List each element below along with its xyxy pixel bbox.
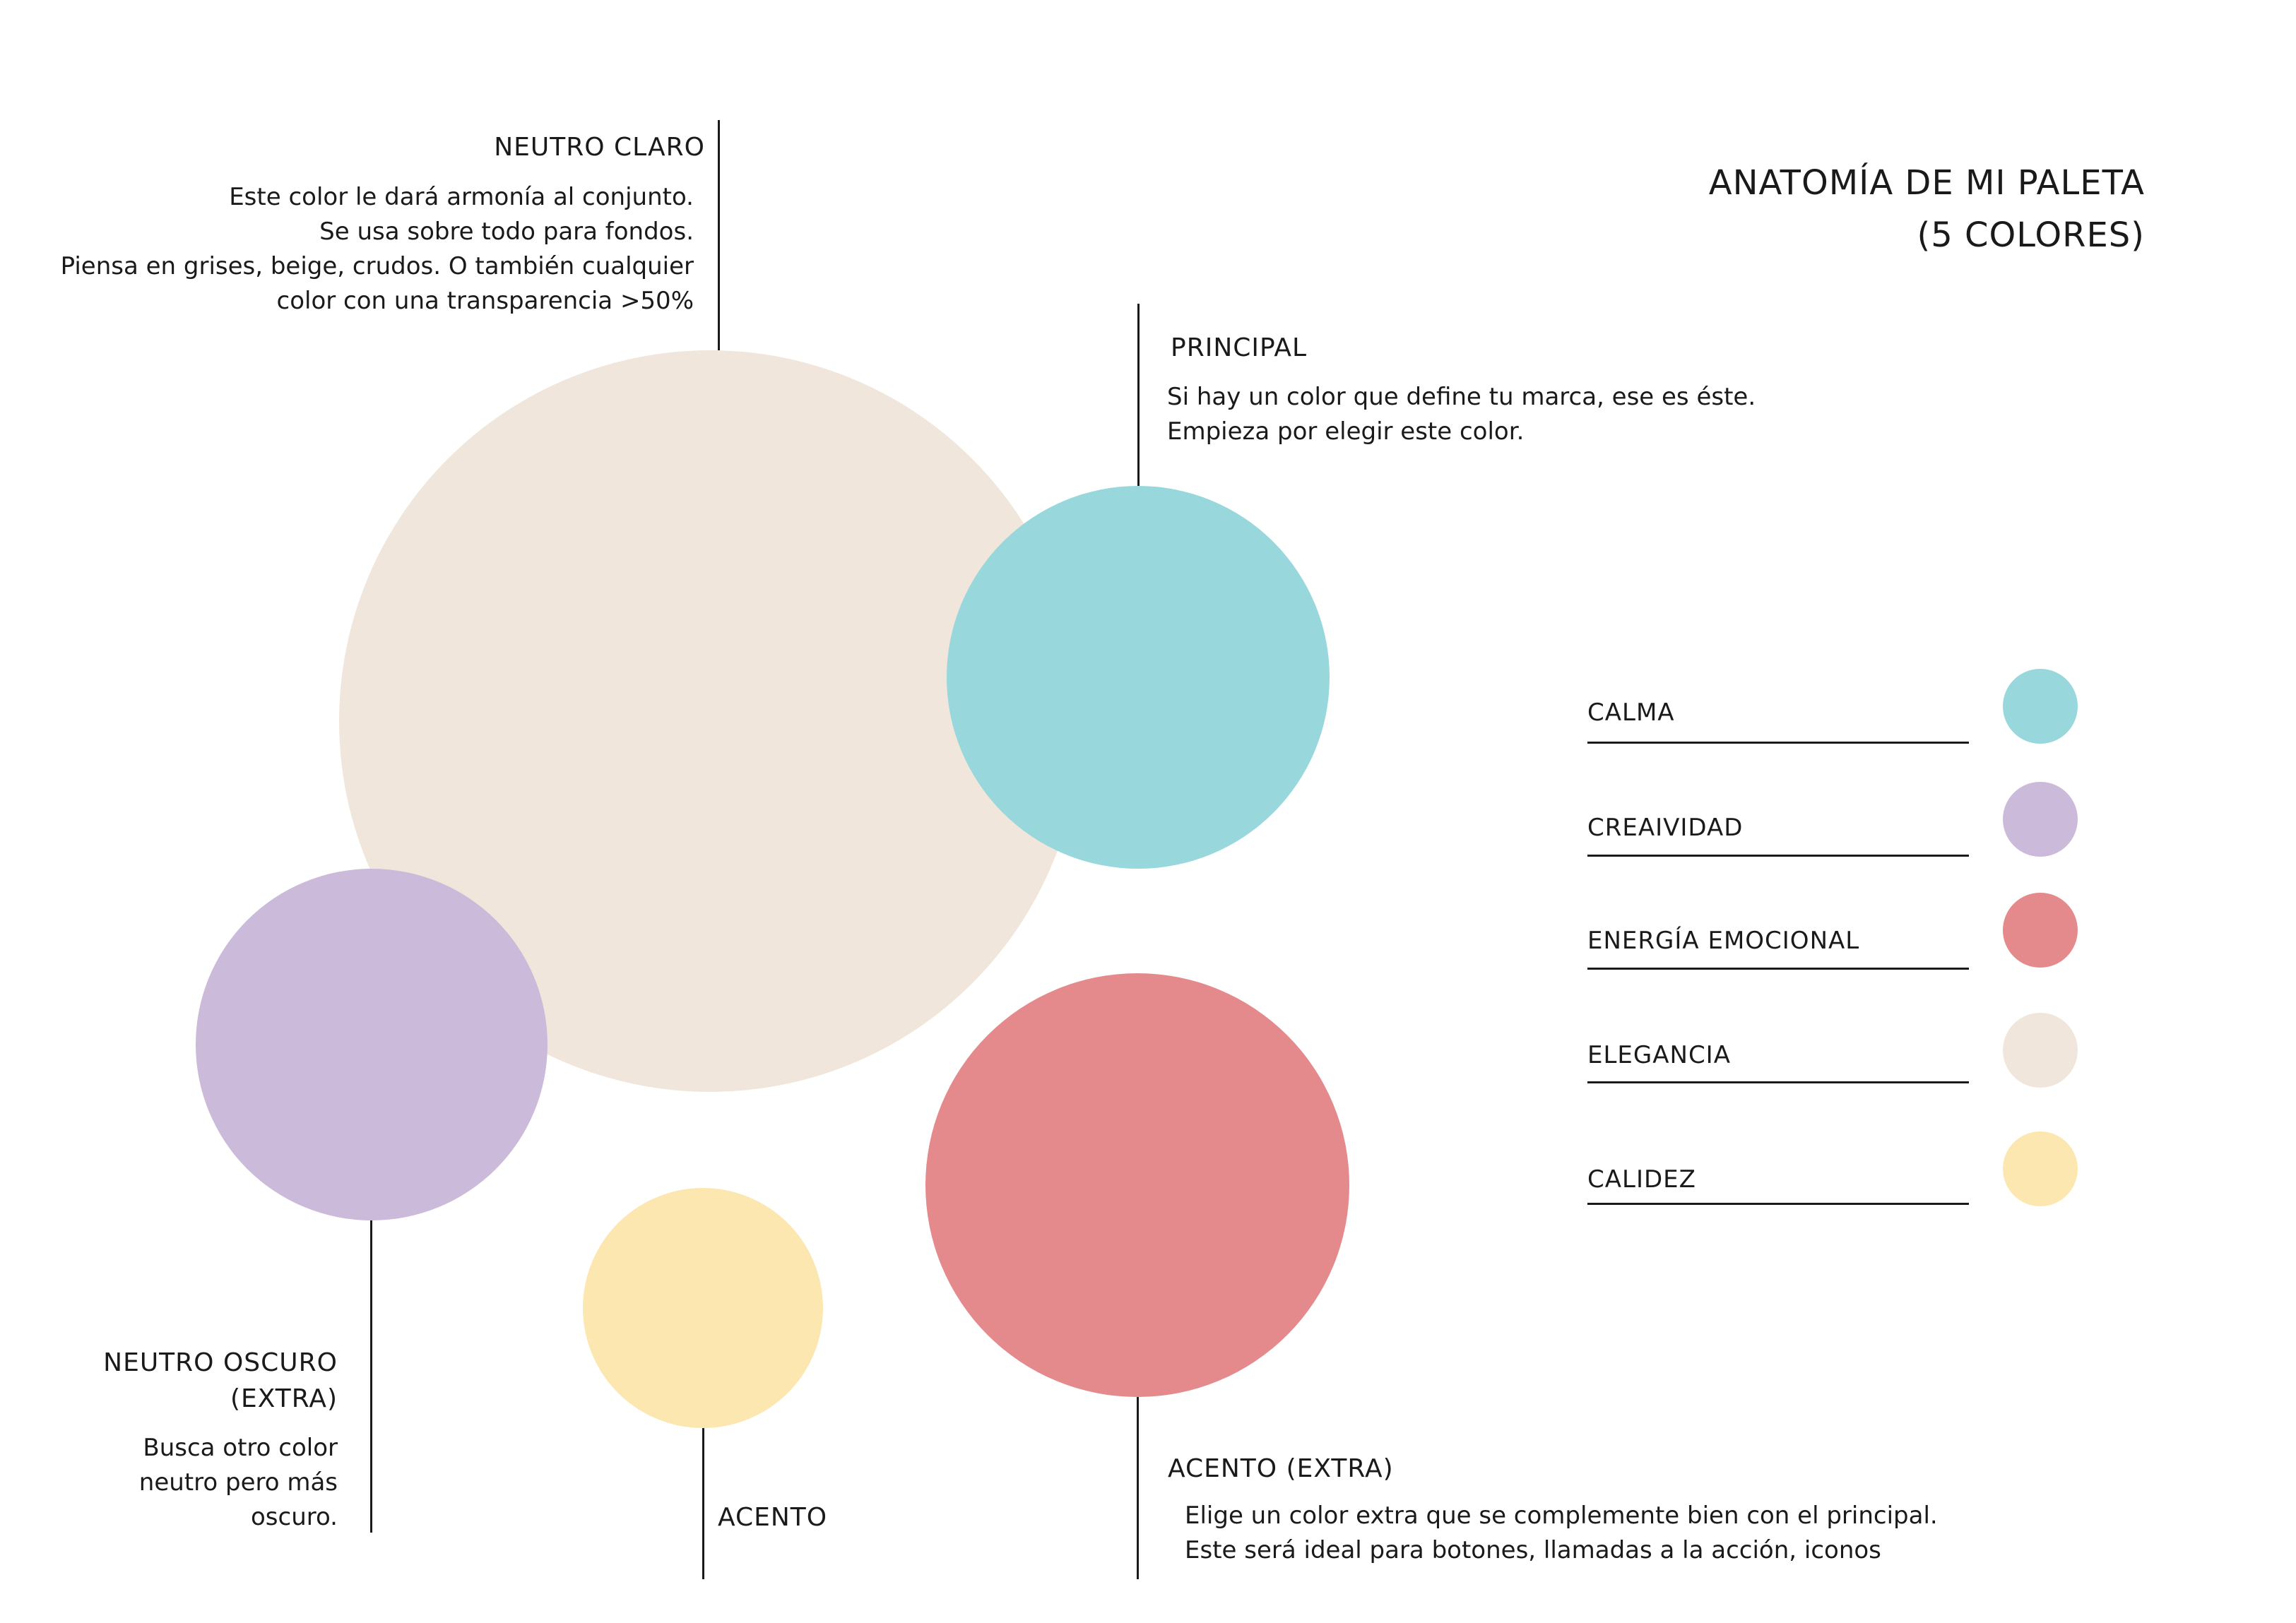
acento-circle (583, 1188, 823, 1428)
legend-underline (1587, 1081, 1969, 1083)
neutro-claro-line: color con una transparencia >50% (276, 287, 694, 315)
legend-swatch (2003, 669, 2078, 744)
acento-extra-circle (925, 973, 1349, 1397)
neutro-oscuro-heading-line: (EXTRA) (230, 1384, 338, 1413)
acento-extra-connector (1137, 1397, 1139, 1579)
legend-underline (1587, 855, 1969, 857)
neutro-claro-connector (718, 120, 720, 350)
neutro-oscuro-connector (370, 1220, 372, 1533)
legend-label: CREAIVIDAD (1587, 814, 1744, 842)
neutro-oscuro-heading (103, 1345, 338, 1417)
title-line-1: ANATOMÍA DE MI PALETA (1708, 163, 2145, 203)
legend-underline (1587, 1203, 1969, 1205)
title-line-2: (5 COLORES) (1917, 215, 2145, 255)
legend-label: CALMA (1587, 698, 1675, 727)
principal-circle (947, 486, 1330, 869)
principal-line: Empieza por elegir este color. (1167, 417, 1525, 446)
principal-connector (1137, 304, 1140, 486)
legend-label: ENERGÍA EMOCIONAL (1587, 927, 1860, 955)
acento-extra-heading: ACENTO (EXTRA) (1168, 1454, 1394, 1483)
legend-swatch (2003, 1131, 2078, 1206)
legend-underline (1587, 742, 1969, 744)
neutro-claro-line: Se usa sobre todo para fondos. (319, 218, 694, 246)
neutro-claro-heading: NEUTRO CLARO (494, 133, 705, 162)
neutro-oscuro-circle (196, 869, 548, 1220)
acento-heading: ACENTO (718, 1503, 828, 1532)
neutro-claro-line: Este color le dará armonía al conjunto. (229, 183, 694, 211)
principal-description (1167, 380, 1756, 449)
neutro-claro-line: Piensa en grises, beige, crudos. O también cualquier (60, 252, 694, 280)
principal-line: Si hay un color que define tu marca, ese es éste. (1167, 383, 1756, 411)
page-title (1709, 157, 2145, 261)
legend-label: ELEGANCIA (1587, 1041, 1731, 1069)
neutro-oscuro-line: oscuro. (250, 1503, 338, 1531)
acento-connector (702, 1428, 704, 1579)
legend-swatch (2003, 893, 2078, 968)
legend-label: CALIDEZ (1587, 1165, 1696, 1194)
legend-swatch (2003, 1013, 2078, 1088)
principal-heading: PRINCIPAL (1171, 333, 1308, 362)
neutro-oscuro-line: Busca otro color (143, 1434, 338, 1462)
legend-swatch (2003, 782, 2078, 857)
neutro-oscuro-description (139, 1431, 338, 1535)
neutro-oscuro-heading-line: NEUTRO OSCURO (103, 1348, 338, 1377)
acento-extra-description (1185, 1499, 1938, 1568)
legend-underline (1587, 968, 1969, 970)
acento-extra-line: Elige un color extra que se complemente bien con el principal. (1185, 1502, 1938, 1530)
neutro-claro-description (61, 180, 694, 319)
acento-extra-line: Este será ideal para botones, llamadas a la acción, iconos (1185, 1536, 1881, 1564)
neutro-oscuro-line: neutro pero más (138, 1468, 338, 1497)
